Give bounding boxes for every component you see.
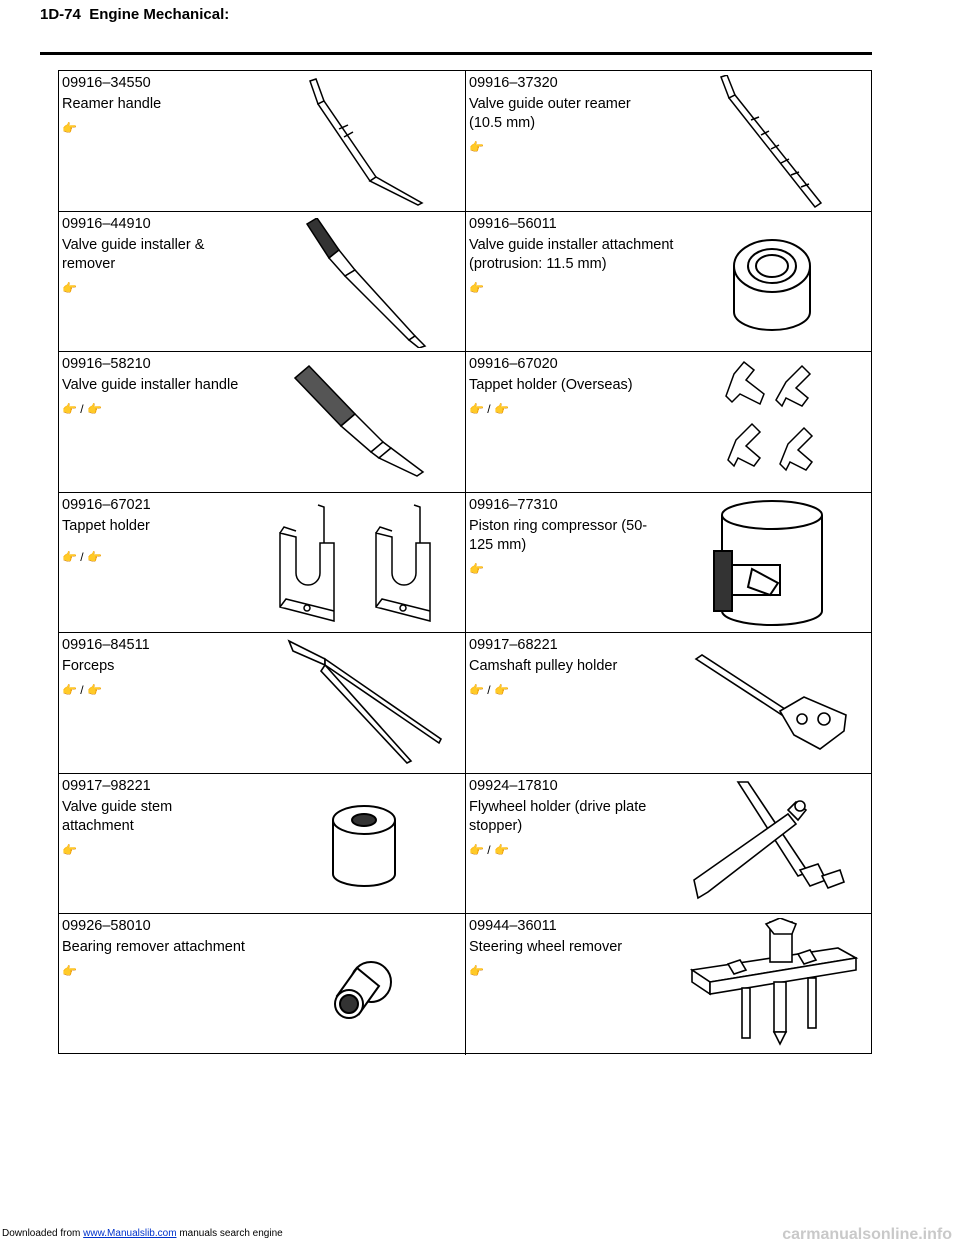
installer-remover-illustration xyxy=(299,218,439,348)
part-number: 09916–67021 xyxy=(62,496,151,513)
reference-icon: 👉 / 👉 xyxy=(62,402,102,416)
part-number: 09924–17810 xyxy=(469,777,558,794)
tool-cell xyxy=(59,633,465,773)
installer-attachment-illustration xyxy=(728,234,816,334)
tool-cell xyxy=(59,914,465,1055)
tool-cell xyxy=(465,493,871,633)
tool-name: Valve guide stem attachment xyxy=(62,798,173,834)
section-title: Engine Mechanical: xyxy=(89,6,230,23)
reference-icon: 👉 xyxy=(469,280,484,295)
part-number: 09916–77310 xyxy=(469,496,558,513)
reference-icon: 👉 xyxy=(62,842,77,857)
tool-name: Camshaft pulley holder xyxy=(469,658,618,674)
part-number: 09916–58210 xyxy=(62,356,151,372)
tool-cell xyxy=(465,212,871,352)
manualslib-link[interactable]: www.Manualslib.com xyxy=(83,1228,177,1239)
stem-attachment-illustration xyxy=(329,802,399,892)
tool-name: Bearing remover attachment xyxy=(62,939,245,955)
footer-suffix: manuals search engine xyxy=(179,1228,283,1239)
reference-icon: 👉 xyxy=(469,561,484,576)
steering-remover-illustration xyxy=(688,918,864,1050)
reference-icon: 👉 xyxy=(469,140,484,154)
tool-cell xyxy=(465,914,871,1055)
table-row xyxy=(59,633,871,774)
tool-name: Valve guide outer reamer (10.5 mm) xyxy=(469,96,631,131)
table-row xyxy=(59,71,871,212)
tool-name: Valve guide installer handle xyxy=(62,377,239,393)
part-number: 09917–68221 xyxy=(469,637,558,653)
special-tools-table xyxy=(58,70,872,1054)
tool-name: Steering wheel remover xyxy=(469,939,623,955)
reference-icon: 👉 / 👉 xyxy=(469,842,509,857)
part-number: 09916–37320 xyxy=(469,75,558,91)
table-row xyxy=(59,352,871,493)
table-row xyxy=(59,212,871,353)
table-row xyxy=(59,493,871,634)
tool-cell xyxy=(465,774,871,914)
tool-cell xyxy=(59,212,465,352)
reamer-handle-illustration xyxy=(304,77,434,207)
tool-name: Flywheel holder (drive plate stopper) xyxy=(469,798,647,834)
tool-name: Piston ring compressor (50-125 mm) xyxy=(469,517,648,553)
part-number: 09916–44910 xyxy=(62,215,151,232)
part-number: 09916–67020 xyxy=(469,356,558,372)
reference-icon: 👉 xyxy=(62,121,77,135)
part-number: 09916–34550 xyxy=(62,75,151,91)
tool-cell xyxy=(59,71,465,211)
tool-cell xyxy=(465,633,871,773)
forceps-illustration xyxy=(285,637,445,767)
tool-cell xyxy=(59,774,465,914)
pulley-holder-illustration xyxy=(694,653,854,753)
installer-handle-illustration xyxy=(291,364,451,479)
table-row xyxy=(59,774,871,915)
reference-icon: 👉 / 👉 xyxy=(469,402,509,416)
page-footer xyxy=(0,1225,960,1242)
reference-icon: 👉 xyxy=(469,964,484,978)
reference-icon: 👉 xyxy=(62,964,77,978)
reference-icon: 👉 xyxy=(62,280,77,295)
tappet-holder-overseas-illustration xyxy=(724,358,836,486)
outer-reamer-illustration xyxy=(711,75,841,209)
tool-name: Tappet holder xyxy=(62,517,150,534)
tool-cell xyxy=(465,71,871,211)
tool-name: Reamer handle xyxy=(62,96,162,112)
tool-name: Forceps xyxy=(62,658,115,674)
watermark: carmanualsonline.info xyxy=(782,1226,952,1243)
reference-icon: 👉 / 👉 xyxy=(62,683,102,697)
tool-cell xyxy=(59,493,465,633)
tool-name: Valve guide installer & remover xyxy=(62,236,205,272)
part-number: 09916–84511 xyxy=(62,637,150,653)
part-number: 09917–98221 xyxy=(62,777,151,794)
page-header xyxy=(40,6,872,23)
table-row xyxy=(59,914,871,1055)
tool-name: Tappet holder (Overseas) xyxy=(469,377,633,393)
section-number: 1D-74 xyxy=(40,6,81,23)
tool-cell xyxy=(465,352,871,492)
reference-icon: 👉 / 👉 xyxy=(62,549,102,564)
header-rule xyxy=(40,52,872,55)
flywheel-holder-illustration xyxy=(688,780,858,910)
part-number: 09926–58010 xyxy=(62,918,151,934)
tappet-holder-illustration xyxy=(272,503,462,631)
ring-compressor-illustration xyxy=(712,499,832,629)
bearing-attachment-illustration xyxy=(331,956,397,1022)
tool-name: Valve guide installer attachment (protrusion: 11.5 mm) xyxy=(469,236,674,272)
reference-icon: 👉 / 👉 xyxy=(469,683,509,697)
footer-prefix: Downloaded from xyxy=(2,1228,81,1239)
part-number: 09916–56011 xyxy=(469,215,557,232)
part-number: 09944–36011 xyxy=(469,918,557,934)
download-note xyxy=(2,1227,283,1241)
tool-cell xyxy=(59,352,465,492)
